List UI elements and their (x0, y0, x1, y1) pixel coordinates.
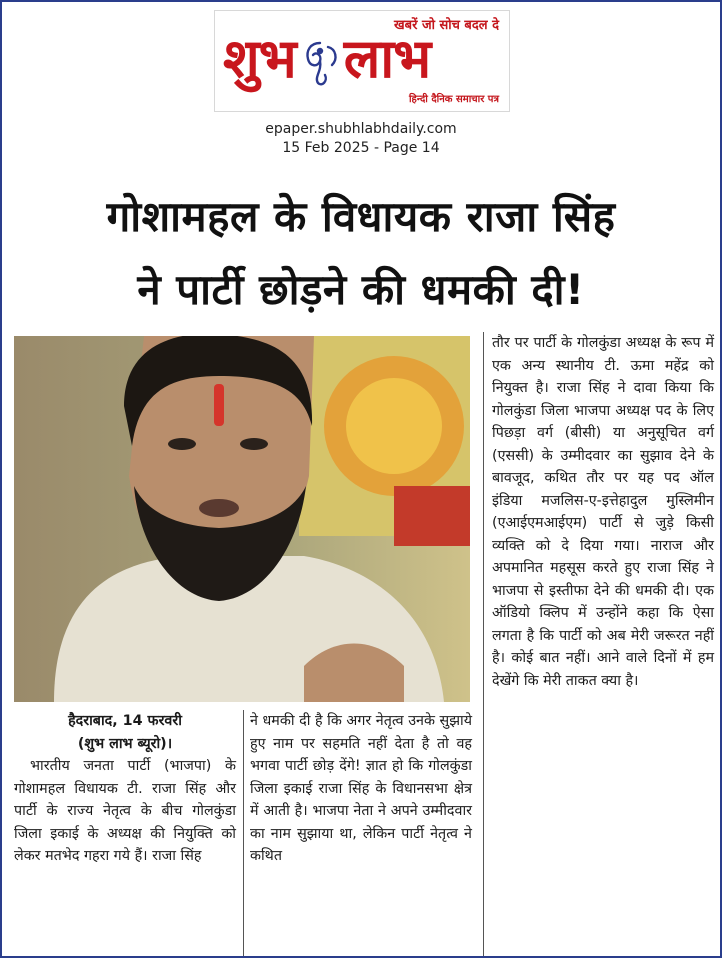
epaper-url: epaper.shubhlabhdaily.com (265, 121, 457, 137)
column-rule-1 (243, 710, 244, 956)
masthead-subtag: हिन्दी दैनिक समाचार पत्र (408, 94, 499, 105)
headline-line-1: गोशामहल के विधायक राजा सिंह (106, 192, 616, 241)
article-text-col1: भारतीय जनता पार्टी (भाजपा) के गोशामहल विधायक टी. राजा सिंह और पार्टी के राज्य नेतृत्व के बीच गोलकुंडा जिला इकाई के अध्यक्ष की नियुक्ति को लेकर मतभेद गहरा गये हैं। राजा सिंह (14, 758, 236, 864)
newspaper-logo (223, 27, 430, 91)
masthead-tagline: खबरें जो सोच बदल दे (394, 18, 499, 33)
headline-line-2: ने पार्टी छोड़ने की धमकी दी! (137, 265, 585, 314)
article-column-3 (492, 332, 714, 692)
masthead (214, 10, 510, 112)
article-photo (14, 336, 470, 702)
dateline-source: (शुभ लाभ ब्यूरो)। (77, 735, 173, 752)
logo-text-right: लाभ (343, 27, 431, 90)
article-text-col2: ने धमकी दी है कि अगर नेतृत्व उनके सुझाये हुए नाम पर सहमति नहीं देता है तो वह भगवा पार्टी छोड़ देंगे! ज्ञात हो कि गोलकुंडा जिला इकाई राजा सिंह के विधानसभा क्षेत्र में आती है। भाजपा नेता ने अपने उम्मीदवार का नाम सुझाया था, लेकिन पार्टी नेतृत्व ने कथित (250, 713, 472, 864)
ganesha-icon (298, 37, 342, 87)
article-column-1 (14, 710, 236, 868)
article-column-2 (250, 710, 472, 868)
logo-text-left: शुभ (223, 27, 296, 90)
column-rule-2 (483, 332, 484, 956)
edition-date: 15 Feb 2025 - Page 14 (282, 140, 440, 156)
dateline-place-date: हैदराबाद, 14 फरवरी (68, 713, 182, 729)
article-text-col3: तौर पर पार्टी के गोलकुंडा अध्यक्ष के रूप में एक अन्य स्थानीय टी. ऊमा महेंद्र को नियुक्त है। राजा सिंह ने दावा किया कि गोलकुंडा जिला भाजपा अध्यक्ष पद के लिए पिछड़ा वर्ग (बीसी) या अनुसूचित वर्ग (एससी) के उम्मीदवार का सुझाव देने के बावजूद, कथित तौर पर यह पद ऑल इंडिया मजलिस-ए-इत्तेहादुल मुस्लिमीन (एआईएमआईएम) पार्टी से जुड़े किसी व्यक्ति को दे दिया गया। नाराज और अपमानित महसूस करते हुए राजा सिंह ने भाजपा से इस्तीफा देने की धमकी दी। एक ऑडियो क्लिप में उन्होंने कहा कि ऐसा लगता है कि पार्टी को अब मेरी जरूरत नहीं है। कोई बात नहीं। आने वाले दिनों में हम देखेंगे कि मेरी ताकत क्या है। (492, 335, 714, 689)
